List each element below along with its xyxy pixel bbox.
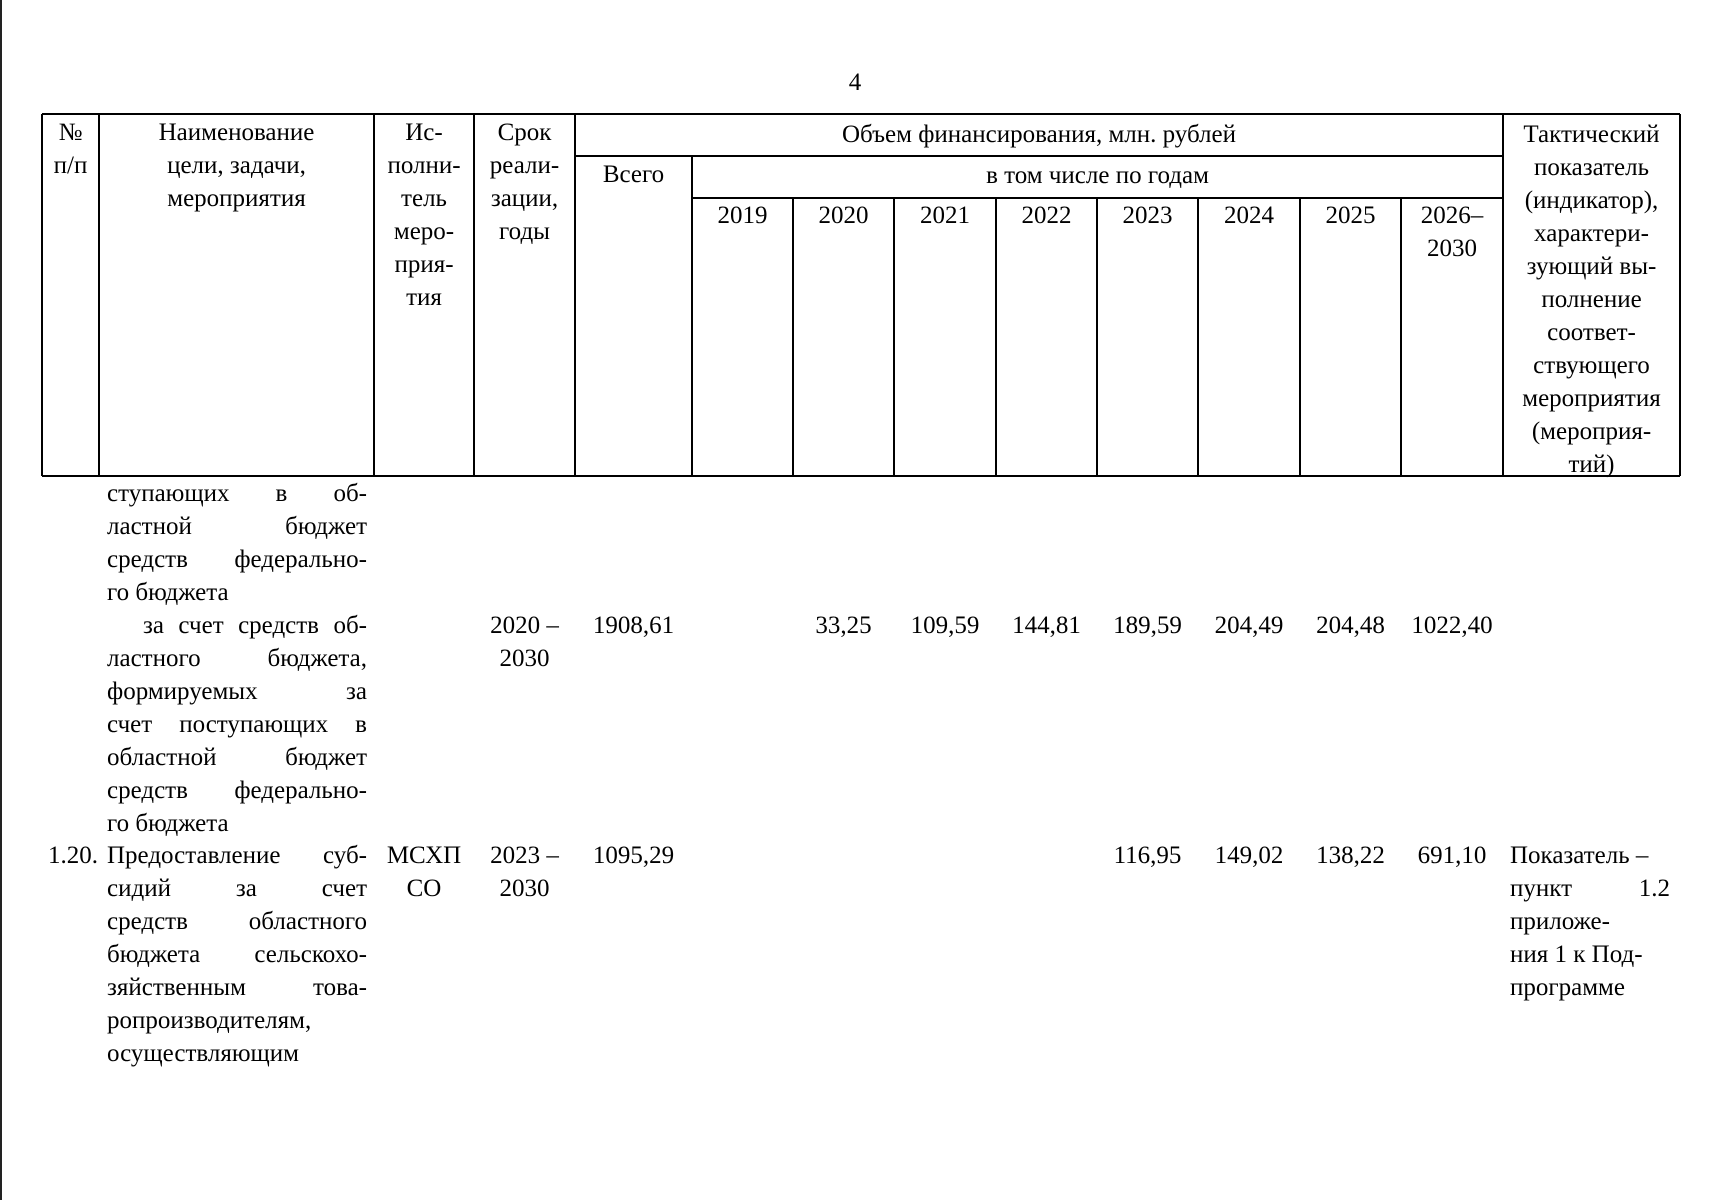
- header-num: № п/п: [53, 119, 88, 179]
- row-num: 1.20.: [48, 842, 98, 869]
- header-term: Срок реали- зации, годы: [489, 119, 560, 245]
- table-row: [107, 839, 367, 1070]
- row-name-line: осуществляющим: [107, 1040, 299, 1067]
- row-name-line: ропроизводителям,: [107, 1007, 312, 1034]
- row-value-2020: 33,25: [815, 612, 872, 639]
- row-value-2021: 109,59: [910, 612, 980, 639]
- row-name-line: средств федерально-: [107, 546, 367, 573]
- row-term: 2023 – 2030: [490, 842, 559, 902]
- page-number: 4: [848, 69, 862, 96]
- header-by-years: в том числе по годам: [986, 162, 1209, 189]
- row-term: 2020 – 2030: [490, 612, 559, 672]
- row-name-line: го бюджета: [107, 579, 229, 606]
- header-name: Наименование цели, задачи, мероприятия: [158, 119, 315, 212]
- row-name-line: ластного бюджета,: [107, 645, 367, 672]
- row-value-2023: 116,95: [1113, 842, 1182, 869]
- row-name-line: бюджета сельскохо-: [107, 941, 367, 968]
- row-name-line: ластной бюджет: [107, 513, 367, 540]
- row-value-2025: 138,22: [1316, 842, 1385, 869]
- row-executor: МСХП СО: [386, 842, 462, 902]
- row-value-2023: 189,59: [1113, 612, 1182, 639]
- header-year-2021: 2021: [920, 202, 970, 229]
- row-name-line: счет поступающих в: [107, 711, 367, 738]
- row-name-line: областной бюджет: [107, 744, 367, 771]
- header-year-2020: 2020: [818, 202, 869, 229]
- row-name-line: сидий за счет: [107, 875, 367, 902]
- row-indicator: Показатель – пункт 1.2 приложе- ния 1 к Под- программе: [1510, 842, 1670, 1001]
- row-name-line: зяйственным това-: [107, 974, 367, 1001]
- header-year-2023: 2023: [1122, 202, 1173, 229]
- row-name-line: за счет средств об-: [143, 612, 367, 639]
- row-value-2024: 149,02: [1214, 842, 1284, 869]
- row-name-line: го бюджета: [107, 810, 229, 837]
- row-value-2026-2030: 1022,40: [1411, 612, 1493, 639]
- row-value-2026-2030: 691,10: [1417, 842, 1487, 869]
- header-year-2026-2030: 2026– 2030: [1420, 202, 1484, 262]
- row-value-2025: 204,48: [1316, 612, 1385, 639]
- header-funding: Объем финансирования, млн. рублей: [841, 121, 1237, 148]
- header-year-2019: 2019: [717, 202, 768, 229]
- row-total: 1095,29: [592, 842, 675, 869]
- header-executor: Ис- полни- тель меро- прия- тия: [387, 119, 461, 311]
- row-name-line: формируемых за: [107, 678, 367, 705]
- header-year-2022: 2022: [1021, 202, 1072, 229]
- row-total: 1908,61: [592, 612, 675, 639]
- row-value-2024: 204,49: [1214, 612, 1284, 639]
- row-name-line: средств федерально-: [107, 777, 367, 804]
- row-name-line: ступающих в об-: [107, 480, 367, 507]
- row-name-line: средств областного: [107, 908, 367, 935]
- header-total: Всего: [602, 161, 665, 188]
- row-value-2022: 144,81: [1012, 612, 1081, 639]
- header-indicator: Тактический показатель (индикатор), характери- зующий вы- полнение соответ- ствующего мероприятия (мероприя- тий): [1522, 121, 1661, 478]
- header-year-2025: 2025: [1325, 202, 1376, 229]
- table-row: [107, 477, 367, 609]
- row-name-line: Предоставление суб-: [107, 842, 367, 869]
- table-row: [107, 609, 367, 840]
- header-year-2024: 2024: [1224, 202, 1274, 229]
